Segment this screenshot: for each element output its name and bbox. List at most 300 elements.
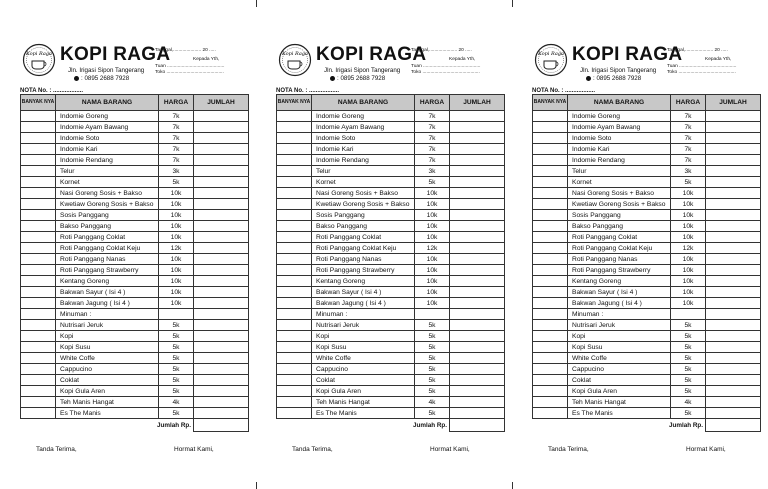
amount-cell <box>706 397 761 408</box>
amount-cell <box>706 133 761 144</box>
item-price: 5k <box>671 353 706 364</box>
toko-line: Toko ........................................... <box>667 70 736 75</box>
item-name: Teh Manis Hangat <box>568 397 671 408</box>
phone-number: : 0895 2688 7928 <box>593 75 642 82</box>
table-row <box>277 309 505 320</box>
total-label: Jumlah Rp. <box>413 421 447 429</box>
col-qty: BANYAK NYA <box>277 95 312 111</box>
amount-cell <box>706 199 761 210</box>
item-name: Roti Panggang Strawberry <box>568 265 671 276</box>
item-name: Minuman : <box>312 309 415 320</box>
table-row <box>533 199 761 210</box>
kopi-raga-logo <box>534 43 568 77</box>
item-name: Indomie Kari <box>568 144 671 155</box>
amount-cell <box>450 232 505 243</box>
item-name: Es The Manis <box>568 408 671 419</box>
item-name: Indomie Ayam Bawang <box>56 122 159 133</box>
item-price: 5k <box>671 386 706 397</box>
item-price: 5k <box>671 320 706 331</box>
item-price: 10k <box>159 276 194 287</box>
qty-cell <box>533 320 568 331</box>
amount-cell <box>450 122 505 133</box>
amount-cell <box>450 386 505 397</box>
amount-cell <box>450 210 505 221</box>
table-row <box>21 122 249 133</box>
qty-cell <box>533 188 568 199</box>
shop-phone <box>586 75 641 82</box>
qty-cell <box>533 111 568 122</box>
amount-cell <box>194 287 249 298</box>
table-row <box>277 276 505 287</box>
item-name: White Coffe <box>312 353 415 364</box>
col-name: NAMA BARANG <box>568 95 671 111</box>
item-price: 5k <box>415 408 450 419</box>
amount-cell <box>194 375 249 386</box>
item-name: Bakso Panggang <box>568 221 671 232</box>
table-row <box>533 298 761 309</box>
shop-phone <box>330 75 385 82</box>
whatsapp-icon <box>586 76 591 81</box>
qty-cell <box>277 397 312 408</box>
item-name: Kopi <box>56 331 159 342</box>
table-row <box>277 243 505 254</box>
table-row <box>21 397 249 408</box>
item-name: Nutrisari Jeruk <box>568 320 671 331</box>
item-name: Indomie Ayam Bawang <box>568 122 671 133</box>
amount-cell <box>194 254 249 265</box>
receiver-signature: Tanda Terima, <box>548 446 589 453</box>
tuan-line: Tuan ........................................... <box>411 64 481 69</box>
item-name: Roti Panggang Nanas <box>312 254 415 265</box>
brand-name: KOPI RAGA <box>60 44 171 65</box>
item-price: 7k <box>415 111 450 122</box>
item-name: Kopi Gula Aren <box>56 386 159 397</box>
nota-number: NOTA No. : .................. <box>532 88 595 94</box>
date-line: Tanggal,..................... 20 ..... <box>411 48 472 53</box>
tuan-line: Tuan ........................................... <box>667 64 737 69</box>
table-row <box>533 210 761 221</box>
item-price <box>159 309 194 320</box>
item-name: Kopi Gula Aren <box>568 386 671 397</box>
amount-cell <box>450 177 505 188</box>
col-price: HARGA <box>159 95 194 111</box>
table-header <box>533 95 761 111</box>
table-row <box>277 254 505 265</box>
col-total: JUMLAH <box>194 95 249 111</box>
item-price: 5k <box>159 353 194 364</box>
item-name: Nutrisari Jeruk <box>56 320 159 331</box>
header-meta <box>155 46 252 76</box>
table-row <box>533 177 761 188</box>
item-name: Coklat <box>568 375 671 386</box>
table-row <box>21 243 249 254</box>
shop-phone <box>74 75 129 82</box>
item-name: Telur <box>56 166 159 177</box>
item-name: Roti Panggang Nanas <box>56 254 159 265</box>
amount-cell <box>194 276 249 287</box>
amount-cell <box>706 276 761 287</box>
item-price: 10k <box>159 265 194 276</box>
crop-mark <box>256 0 257 7</box>
item-price: 10k <box>671 254 706 265</box>
col-price: HARGA <box>671 95 706 111</box>
item-price <box>415 309 450 320</box>
qty-cell <box>21 199 56 210</box>
shop-address: Jln. Irigasi Sipon Tangerang <box>68 67 145 74</box>
qty-cell <box>533 342 568 353</box>
amount-cell <box>194 122 249 133</box>
item-name: Kopi Susu <box>568 342 671 353</box>
item-price: 5k <box>159 320 194 331</box>
item-name: Es The Manis <box>56 408 159 419</box>
brand-name: KOPI RAGA <box>316 44 427 65</box>
item-price: 5k <box>671 408 706 419</box>
amount-cell <box>706 331 761 342</box>
total-label: Jumlah Rp. <box>669 421 703 429</box>
item-price <box>671 309 706 320</box>
qty-cell <box>533 364 568 375</box>
qty-cell <box>277 375 312 386</box>
amount-cell <box>450 265 505 276</box>
qty-cell <box>21 144 56 155</box>
table-row <box>533 364 761 375</box>
table-row <box>21 232 249 243</box>
table-row <box>533 265 761 276</box>
item-name: Sosis Panggang <box>312 210 415 221</box>
table-row <box>21 320 249 331</box>
receiver-signature: Tanda Terima, <box>292 446 333 453</box>
qty-cell <box>21 122 56 133</box>
qty-cell <box>277 122 312 133</box>
qty-cell <box>21 133 56 144</box>
amount-cell <box>706 243 761 254</box>
item-price: 10k <box>415 188 450 199</box>
qty-cell <box>21 298 56 309</box>
table-row <box>21 111 249 122</box>
qty-cell <box>21 309 56 320</box>
item-price: 5k <box>415 353 450 364</box>
qty-cell <box>277 232 312 243</box>
item-price: 5k <box>671 331 706 342</box>
svg-text:Kopi Raga: Kopi Raga <box>25 51 53 57</box>
qty-cell <box>277 133 312 144</box>
item-name: Roti Panggang Coklat <box>56 232 159 243</box>
table-row <box>277 210 505 221</box>
total-label: Jumlah Rp. <box>157 421 191 429</box>
item-name: Kopi Susu <box>312 342 415 353</box>
item-price: 10k <box>671 232 706 243</box>
table-row <box>277 375 505 386</box>
table-row <box>533 188 761 199</box>
table-row <box>533 386 761 397</box>
sender-signature: Hormat Kami, <box>174 446 214 453</box>
table-row <box>533 111 761 122</box>
table-row <box>533 276 761 287</box>
table-row <box>21 188 249 199</box>
qty-cell <box>277 265 312 276</box>
amount-cell <box>706 111 761 122</box>
header-meta <box>411 46 508 76</box>
item-name: Indomie Kari <box>312 144 415 155</box>
qty-cell <box>21 111 56 122</box>
amount-cell <box>706 375 761 386</box>
amount-cell <box>194 386 249 397</box>
item-name: Bakwan Sayur ( Isi 4 ) <box>312 287 415 298</box>
item-price: 7k <box>159 122 194 133</box>
amount-cell <box>706 386 761 397</box>
item-name: Indomie Rendang <box>56 155 159 166</box>
amount-cell <box>450 331 505 342</box>
item-name: Bakwan Jagung ( Isi 4 ) <box>568 298 671 309</box>
item-price: 7k <box>159 144 194 155</box>
qty-cell <box>277 342 312 353</box>
table-row <box>21 375 249 386</box>
item-name: Roti Panggang Strawberry <box>56 265 159 276</box>
qty-cell <box>277 188 312 199</box>
item-price: 5k <box>671 364 706 375</box>
qty-cell <box>21 320 56 331</box>
nota-number: NOTA No. : .................. <box>20 88 83 94</box>
item-name: Indomie Kari <box>56 144 159 155</box>
item-price: 10k <box>415 232 450 243</box>
amount-cell <box>706 298 761 309</box>
amount-cell <box>194 364 249 375</box>
qty-cell <box>533 122 568 133</box>
qty-cell <box>277 408 312 419</box>
items-table <box>276 94 505 432</box>
amount-cell <box>706 309 761 320</box>
amount-cell <box>706 254 761 265</box>
item-name: Es The Manis <box>312 408 415 419</box>
phone-number: : 0895 2688 7928 <box>81 75 130 82</box>
table-row <box>277 408 505 419</box>
item-name: Telur <box>312 166 415 177</box>
qty-cell <box>21 166 56 177</box>
amount-cell <box>450 111 505 122</box>
col-name: NAMA BARANG <box>56 95 159 111</box>
phone-number: : 0895 2688 7928 <box>337 75 386 82</box>
amount-cell <box>450 298 505 309</box>
item-name: Bakso Panggang <box>312 221 415 232</box>
qty-cell <box>533 265 568 276</box>
sender-signature: Hormat Kami, <box>686 446 726 453</box>
item-price: 5k <box>671 375 706 386</box>
table-row <box>533 144 761 155</box>
qty-cell <box>21 177 56 188</box>
header-meta <box>667 46 764 76</box>
item-price: 10k <box>671 265 706 276</box>
table-row <box>533 353 761 364</box>
item-name: Roti Panggang Coklat Keju <box>312 243 415 254</box>
item-name: Teh Manis Hangat <box>56 397 159 408</box>
amount-cell <box>706 265 761 276</box>
crop-mark <box>512 0 513 7</box>
table-row <box>533 408 761 419</box>
amount-cell <box>194 243 249 254</box>
item-price: 12k <box>671 243 706 254</box>
amount-cell <box>450 144 505 155</box>
item-name: Nasi Goreng Sosis + Bakso <box>312 188 415 199</box>
amount-cell <box>706 353 761 364</box>
qty-cell <box>277 243 312 254</box>
item-price: 5k <box>159 177 194 188</box>
item-price: 7k <box>671 111 706 122</box>
table-row <box>533 287 761 298</box>
amount-cell <box>450 155 505 166</box>
qty-cell <box>533 276 568 287</box>
item-price: 10k <box>671 221 706 232</box>
amount-cell <box>706 221 761 232</box>
table-row <box>21 221 249 232</box>
kopi-raga-logo <box>22 43 56 77</box>
item-price: 10k <box>415 276 450 287</box>
qty-cell <box>277 177 312 188</box>
table-row <box>21 331 249 342</box>
item-name: Teh Manis Hangat <box>312 397 415 408</box>
item-price: 7k <box>415 155 450 166</box>
total-row <box>277 419 505 432</box>
item-price: 4k <box>159 397 194 408</box>
col-total: JUMLAH <box>450 95 505 111</box>
table-row <box>277 386 505 397</box>
item-name: Kopi Gula Aren <box>312 386 415 397</box>
col-total: JUMLAH <box>706 95 761 111</box>
qty-cell <box>533 232 568 243</box>
qty-cell <box>21 155 56 166</box>
amount-cell <box>450 320 505 331</box>
item-price: 10k <box>415 221 450 232</box>
qty-cell <box>21 364 56 375</box>
qty-cell <box>277 287 312 298</box>
amount-cell <box>194 232 249 243</box>
item-price: 5k <box>415 386 450 397</box>
qty-cell <box>277 298 312 309</box>
table-row <box>21 309 249 320</box>
amount-cell <box>194 309 249 320</box>
toko-line: Toko ........................................... <box>155 70 224 75</box>
items-table <box>532 94 761 432</box>
amount-cell <box>194 133 249 144</box>
qty-cell <box>277 309 312 320</box>
qty-cell <box>533 133 568 144</box>
table-row <box>277 265 505 276</box>
item-price: 10k <box>671 188 706 199</box>
qty-cell <box>277 386 312 397</box>
qty-cell <box>21 408 56 419</box>
item-name: Roti Panggang Strawberry <box>312 265 415 276</box>
col-name: NAMA BARANG <box>312 95 415 111</box>
qty-cell <box>277 111 312 122</box>
amount-cell <box>194 199 249 210</box>
to-line: Kepada Yth, <box>449 57 476 62</box>
qty-cell <box>533 331 568 342</box>
table-row <box>533 166 761 177</box>
item-price: 7k <box>671 155 706 166</box>
table-row <box>21 166 249 177</box>
table-row <box>277 111 505 122</box>
table-row <box>533 122 761 133</box>
qty-cell <box>533 287 568 298</box>
table-row <box>21 144 249 155</box>
col-price: HARGA <box>415 95 450 111</box>
table-row <box>277 364 505 375</box>
amount-cell <box>194 408 249 419</box>
amount-cell <box>450 254 505 265</box>
table-row <box>533 331 761 342</box>
item-price: 5k <box>415 342 450 353</box>
table-row <box>533 243 761 254</box>
receipt-panel <box>276 40 508 460</box>
amount-cell <box>450 276 505 287</box>
table-row <box>277 177 505 188</box>
item-price: 7k <box>671 122 706 133</box>
qty-cell <box>21 232 56 243</box>
table-row <box>21 386 249 397</box>
item-price: 10k <box>671 287 706 298</box>
item-name: Coklat <box>312 375 415 386</box>
item-price: 10k <box>415 287 450 298</box>
amount-cell <box>706 287 761 298</box>
table-header <box>277 95 505 111</box>
amount-cell <box>194 298 249 309</box>
col-qty: BANYAK NYA <box>533 95 568 111</box>
table-row <box>277 342 505 353</box>
qty-cell <box>533 298 568 309</box>
tuan-line: Tuan ........................................... <box>155 64 225 69</box>
qty-cell <box>533 221 568 232</box>
total-row <box>533 419 761 432</box>
item-price: 3k <box>671 166 706 177</box>
qty-cell <box>533 397 568 408</box>
item-price: 5k <box>159 375 194 386</box>
total-value-box <box>706 419 761 432</box>
item-price: 10k <box>159 298 194 309</box>
item-name: Indomie Soto <box>568 133 671 144</box>
item-name: Kornet <box>312 177 415 188</box>
item-price: 4k <box>415 397 450 408</box>
qty-cell <box>533 155 568 166</box>
table-row <box>21 353 249 364</box>
shop-address: Jln. Irigasi Sipon Tangerang <box>324 67 401 74</box>
table-row <box>277 199 505 210</box>
item-price: 7k <box>415 133 450 144</box>
item-name: White Coffe <box>56 353 159 364</box>
table-header <box>21 95 249 111</box>
amount-cell <box>450 309 505 320</box>
item-name: Roti Panggang Nanas <box>568 254 671 265</box>
crop-mark <box>256 482 257 489</box>
qty-cell <box>21 254 56 265</box>
qty-cell <box>533 254 568 265</box>
qty-cell <box>277 144 312 155</box>
amount-cell <box>194 265 249 276</box>
amount-cell <box>194 177 249 188</box>
sender-signature: Hormat Kami, <box>430 446 470 453</box>
item-price: 10k <box>159 232 194 243</box>
amount-cell <box>706 232 761 243</box>
table-row <box>277 287 505 298</box>
qty-cell <box>533 243 568 254</box>
qty-cell <box>277 353 312 364</box>
item-price: 10k <box>415 199 450 210</box>
table-row <box>277 320 505 331</box>
item-name: Indomie Soto <box>56 133 159 144</box>
item-name: Bakwan Jagung ( Isi 4 ) <box>56 298 159 309</box>
amount-cell <box>194 221 249 232</box>
amount-cell <box>450 375 505 386</box>
qty-cell <box>21 188 56 199</box>
item-price: 10k <box>671 199 706 210</box>
